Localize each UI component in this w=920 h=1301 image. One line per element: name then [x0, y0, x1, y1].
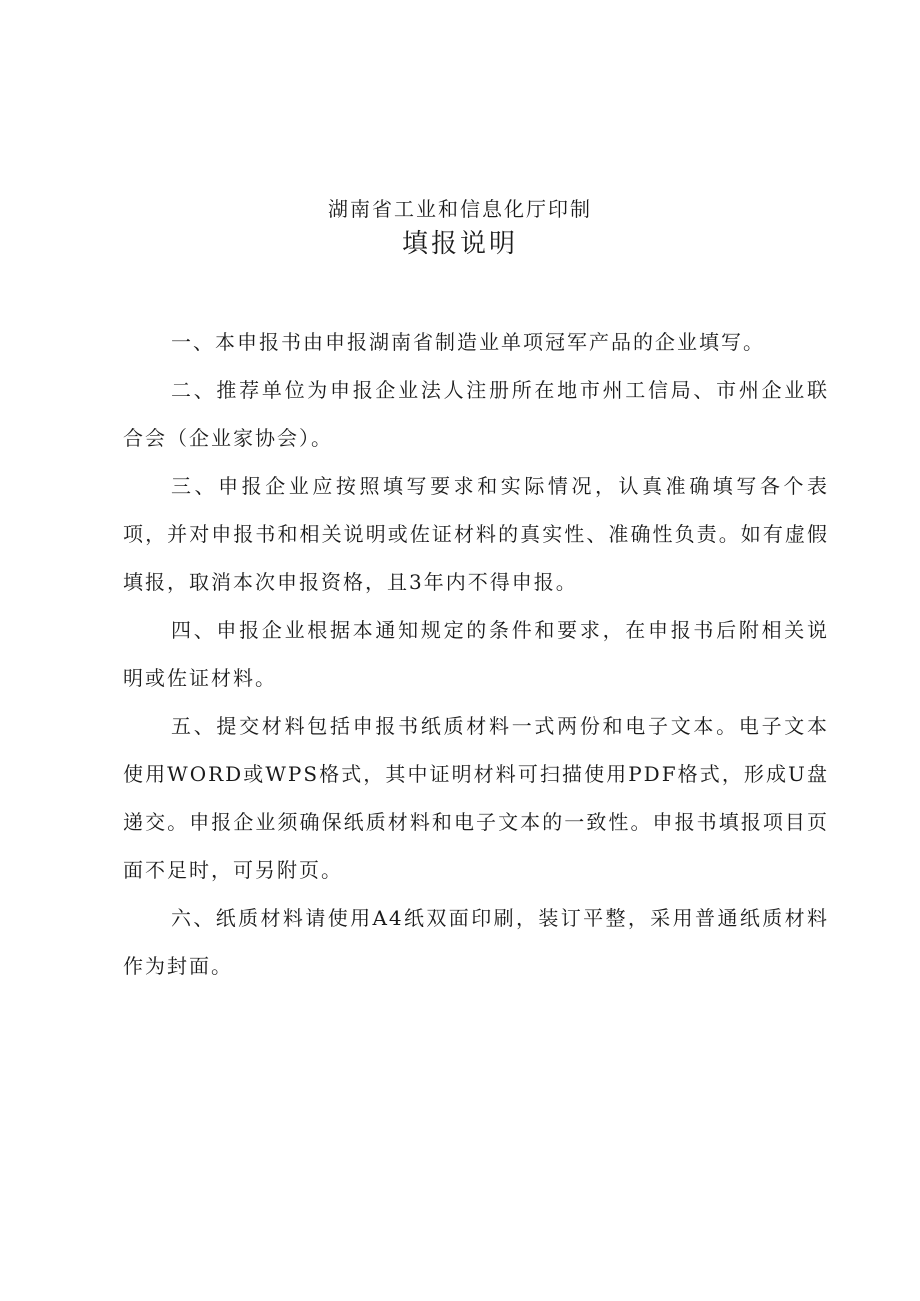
issuer-line: 湖南省工业和信息化厅印制	[328, 197, 592, 221]
instruction-paragraph-6: 六、纸质材料请使用A4纸双面印刷，装订平整，采用普通纸质材料作为封面。	[123, 906, 829, 978]
instructions-body	[123, 318, 829, 990]
instruction-paragraph-4: 四、申报企业根据本通知规定的条件和要求，在申报书后附相关说明或佐证材料。	[123, 618, 829, 690]
page-title: 填报说明	[401, 229, 518, 259]
instruction-paragraph-5: 五、提交材料包括申报书纸质材料一式两份和电子文本。电子文本使用WORD或WPS格式，其中证明材料可扫描使用PDF格式，形成U盘递交。申报企业须确保纸质材料和电子文本的一致性。申报书填报项目页面不足时，可另附页。	[123, 714, 829, 882]
instruction-paragraph-1: 一、本申报书由申报湖南省制造业单项冠军产品的企业填写。	[171, 330, 765, 354]
instruction-paragraph-3: 三、申报企业应按照填写要求和实际情况，认真准确填写各个表项，并对申报书和相关说明或佐证材料的真实性、准确性负责。如有虚假填报，取消本次申报资格，且3年内不得申报。	[123, 474, 829, 594]
instruction-paragraph-2: 二、推荐单位为申报企业法人注册所在地市州工信局、市州企业联合会（企业家协会）。	[123, 378, 829, 450]
